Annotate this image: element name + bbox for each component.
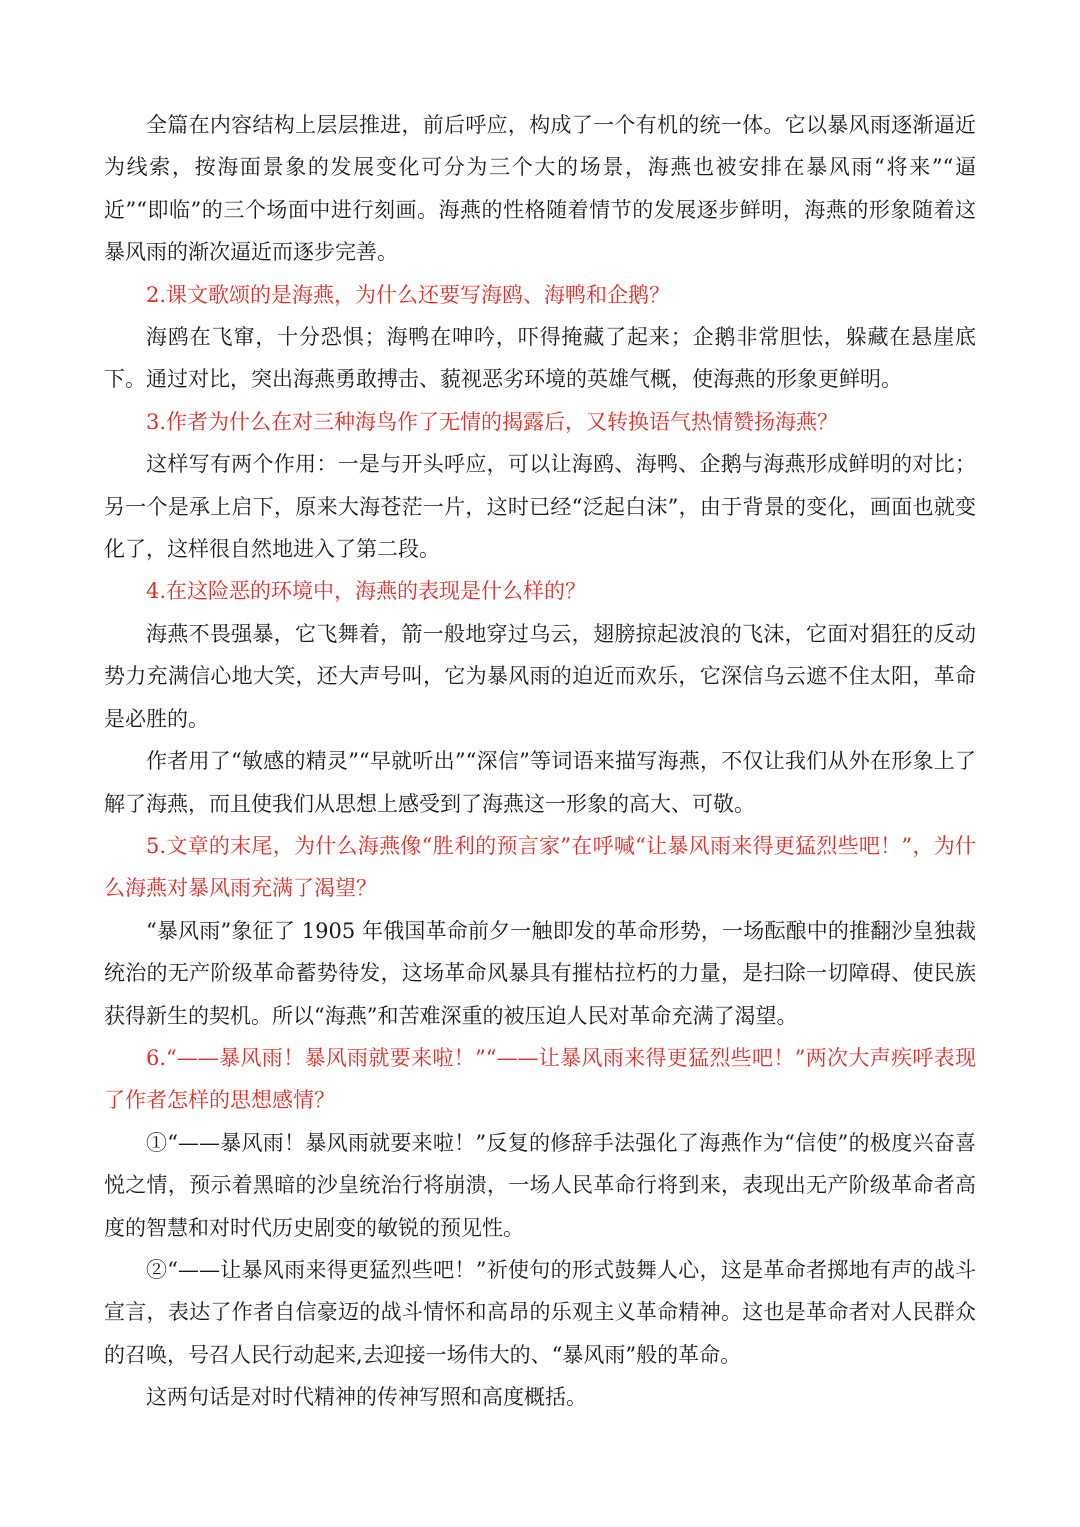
question-heading: 4.在这险恶的环境中，海燕的表现是什么样的？ <box>146 579 587 604</box>
answer-paragraph: ②“——让暴风雨来得更猛烈些吧！”祈使句的形式鼓舞人心，这是革命者掷地有声的战斗宣言，表达了作者自信豪迈的战斗情怀和高昂的乐观主义革命精神。这也是革命者对人民群众的召唤，号召人民行动起来,去迎接一场伟大的、“暴风雨”般的革命。 <box>104 1257 976 1367</box>
question-heading: 5.文章的末尾，为什么海燕像“胜利的预言家”在呼喊“让暴风雨来得更猛烈些吧！”，为什么海燕对暴风雨充满了渴望？ <box>104 833 976 901</box>
answer-paragraph: 海鸥在飞窜，十分恐惧；海鸭在呻吟，吓得掩藏了起来；企鹅非常胆怯，躲藏在悬崖底下。通过对比，突出海燕勇敢搏击、藐视恶劣环境的英雄气概，使海燕的形象更鲜明。 <box>104 325 976 392</box>
answer-paragraph: 这样写有两个作用：一是与开头呼应，可以让海鸥、海鸭、企鹅与海燕形成鲜明的对比；另一个是承上启下，原来大海苍茫一片，这时已经“泛起白沫”，由于背景的变化，画面也就变化了，这样很自然地进入了第二段。 <box>104 452 976 562</box>
answer-paragraph: “暴风雨”象征了 1905 年俄国革命前夕一触即发的革命形势，一场酝酿中的推翻沙皇独裁统治的无产阶级革命蓄势待发，这场革命风暴具有摧枯拉朽的力量，是扫除一切障碍、使民族获得新生的契机。所以“海燕”和苦难深重的被压迫人民对革命充满了渴望。 <box>104 918 976 1028</box>
answer-paragraph: 海燕不畏强暴，它飞舞着，箭一般地穿过乌云，翅膀掠起波浪的飞沫，它面对猖狂的反动势力充满信心地大笑，还大声号叫，它为暴风雨的迫近而欢乐，它深信乌云遮不住太阳，革命是必胜的。 <box>104 621 976 731</box>
question-heading: 6.“——暴风雨！暴风雨就要来啦！”“——让暴风雨来得更猛烈些吧！”两次大声疾呼表现了作者怎样的思想感情？ <box>104 1045 976 1113</box>
answer-paragraph: 这两句话是对时代精神的传神写照和高度概括。 <box>146 1385 587 1410</box>
answer-paragraph: 全篇在内容结构上层层推进，前后呼应，构成了一个有机的统一体。它以暴风雨逐渐逼近为线索，按海面景象的发展变化可分为三个大的场景，海燕也被安排在暴风雨“将来”“逼近”“即临”的三个场面中进行刻画。海燕的性格随着情节的发展逐步鲜明，海燕的形象随着这暴风雨的渐次逼近而逐步完善。 <box>104 113 976 265</box>
question-heading: 2.课文歌颂的是海燕，为什么还要写海鸥、海鸭和企鹅？ <box>146 282 671 307</box>
answer-paragraph: 作者用了“敏感的精灵”“早就听出”“深信”等词语来描写海燕，不仅让我们从外在形象上了解了海燕，而且使我们从思想上感受到了海燕这一形象的高大、可敬。 <box>104 749 976 816</box>
question-heading: 3.作者为什么在对三种海鸟作了无情的揭露后，又转换语气热情赞扬海燕？ <box>146 409 839 434</box>
document-page <box>104 104 976 1419</box>
answer-paragraph: ①“——暴风雨！暴风雨就要来啦！”反复的修辞手法强化了海燕作为“信使”的极度兴奋喜悦之情，预示着黑暗的沙皇统治行将崩溃，一场人民革命行将到来，表现出无产阶级革命者高度的智慧和对时代历史剧变的敏锐的预见性。 <box>104 1130 976 1240</box>
